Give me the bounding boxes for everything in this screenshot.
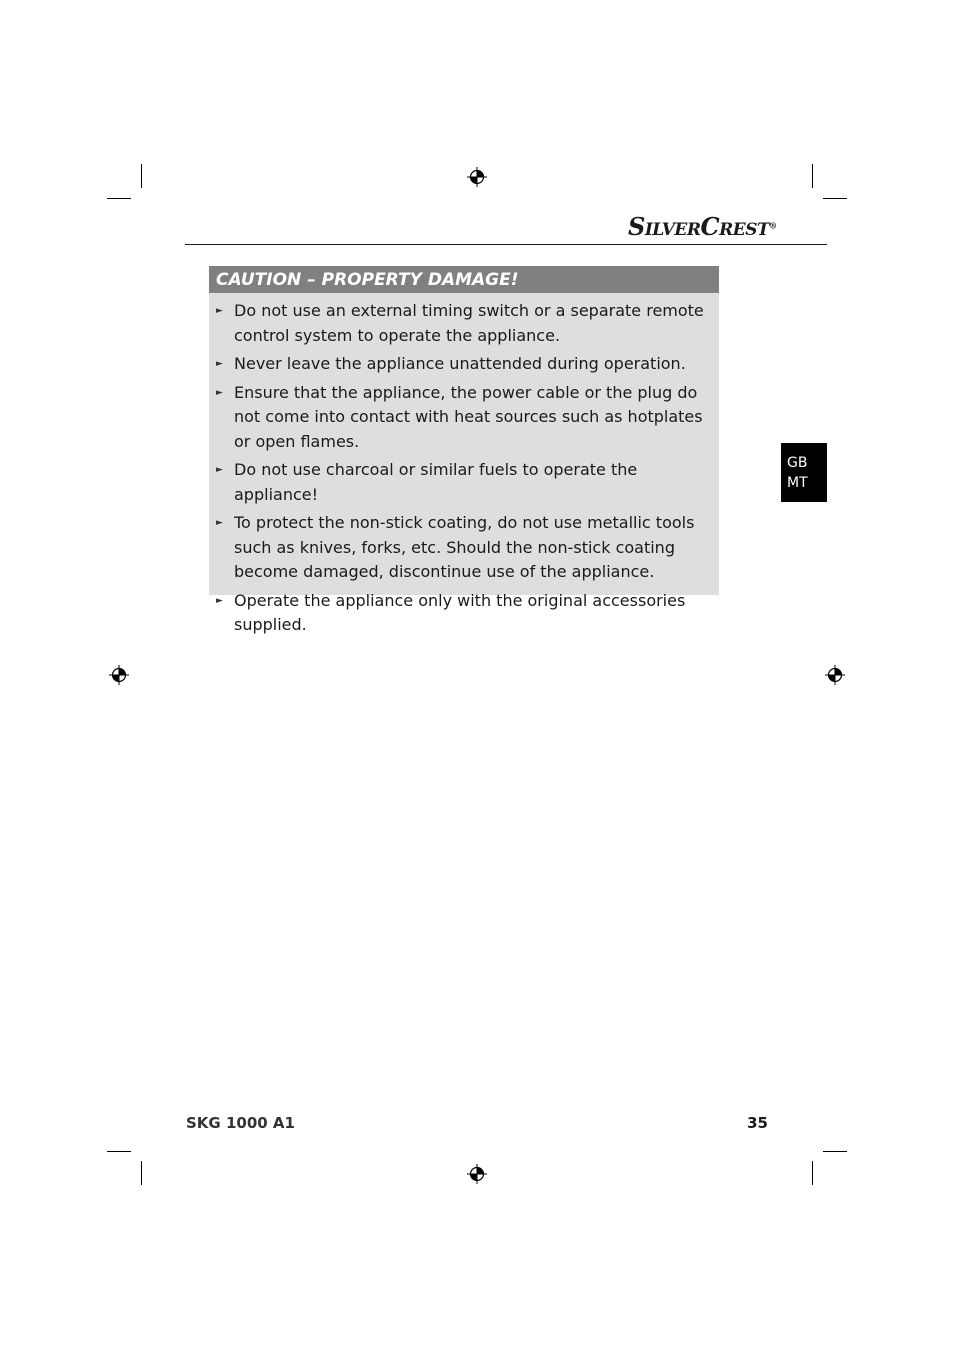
- list-item: [209, 511, 711, 585]
- crop-mark: [823, 198, 847, 199]
- registration-target-icon: [467, 1164, 487, 1184]
- crop-mark: [141, 164, 142, 188]
- crop-mark: [107, 198, 131, 199]
- list-item: [209, 299, 711, 348]
- list-item-text: Operate the appliance only with the original accessories supplied.: [234, 590, 686, 634]
- list-item: [209, 458, 711, 507]
- arrow-bullet-icon: ►: [216, 518, 223, 528]
- list-item-text: Do not use charcoal or similar fuels to operate the appliance!: [234, 460, 638, 504]
- list-item-text: Ensure that the appliance, the power cable or the plug do not come into contact with heat sources such as hotplates or open flames.: [234, 382, 703, 451]
- list-item: [209, 381, 711, 455]
- list-item-text: Never leave the appliance unattended during operation.: [234, 354, 686, 373]
- caution-box: [209, 266, 719, 634]
- registered-mark: ®: [769, 220, 777, 231]
- arrow-bullet-icon: ►: [216, 359, 223, 369]
- logo-letter: S: [628, 212, 645, 241]
- arrow-bullet-icon: ►: [216, 306, 223, 316]
- caution-title: CAUTION – PROPERTY DAMAGE!: [209, 266, 719, 293]
- crop-mark: [812, 1161, 813, 1185]
- language-code: GB: [787, 455, 808, 471]
- crop-mark: [141, 1161, 142, 1185]
- list-item: [209, 589, 711, 638]
- registration-target-icon: [825, 665, 845, 685]
- brand-logo: [628, 212, 777, 241]
- crop-mark: [812, 164, 813, 188]
- logo-text: REST: [719, 220, 770, 240]
- list-item-text: To protect the non-stick coating, do not use metallic tools such as knives, forks, etc. Should the non-stick coating become damaged, discontinue use of the appliance.: [234, 513, 695, 581]
- list-item-text: Do not use an external timing switch or a separate remote control system to operate the appliance.: [234, 301, 704, 345]
- logo-letter: C: [700, 212, 720, 241]
- language-tab: [781, 443, 827, 502]
- caution-list: [209, 293, 719, 638]
- logo-text: ILVER: [644, 220, 701, 240]
- language-code: MT: [787, 475, 808, 491]
- page-number: 35: [747, 1114, 768, 1132]
- header-rule: [185, 244, 827, 245]
- list-item: [209, 352, 711, 377]
- arrow-bullet-icon: ►: [216, 387, 223, 398]
- crop-mark: [823, 1151, 847, 1152]
- registration-target-icon: [109, 665, 129, 685]
- model-number: SKG 1000 A1: [186, 1114, 295, 1132]
- crop-mark: [107, 1151, 131, 1152]
- registration-target-icon: [467, 167, 487, 187]
- arrow-bullet-icon: ►: [216, 465, 223, 475]
- arrow-bullet-icon: ►: [216, 595, 223, 606]
